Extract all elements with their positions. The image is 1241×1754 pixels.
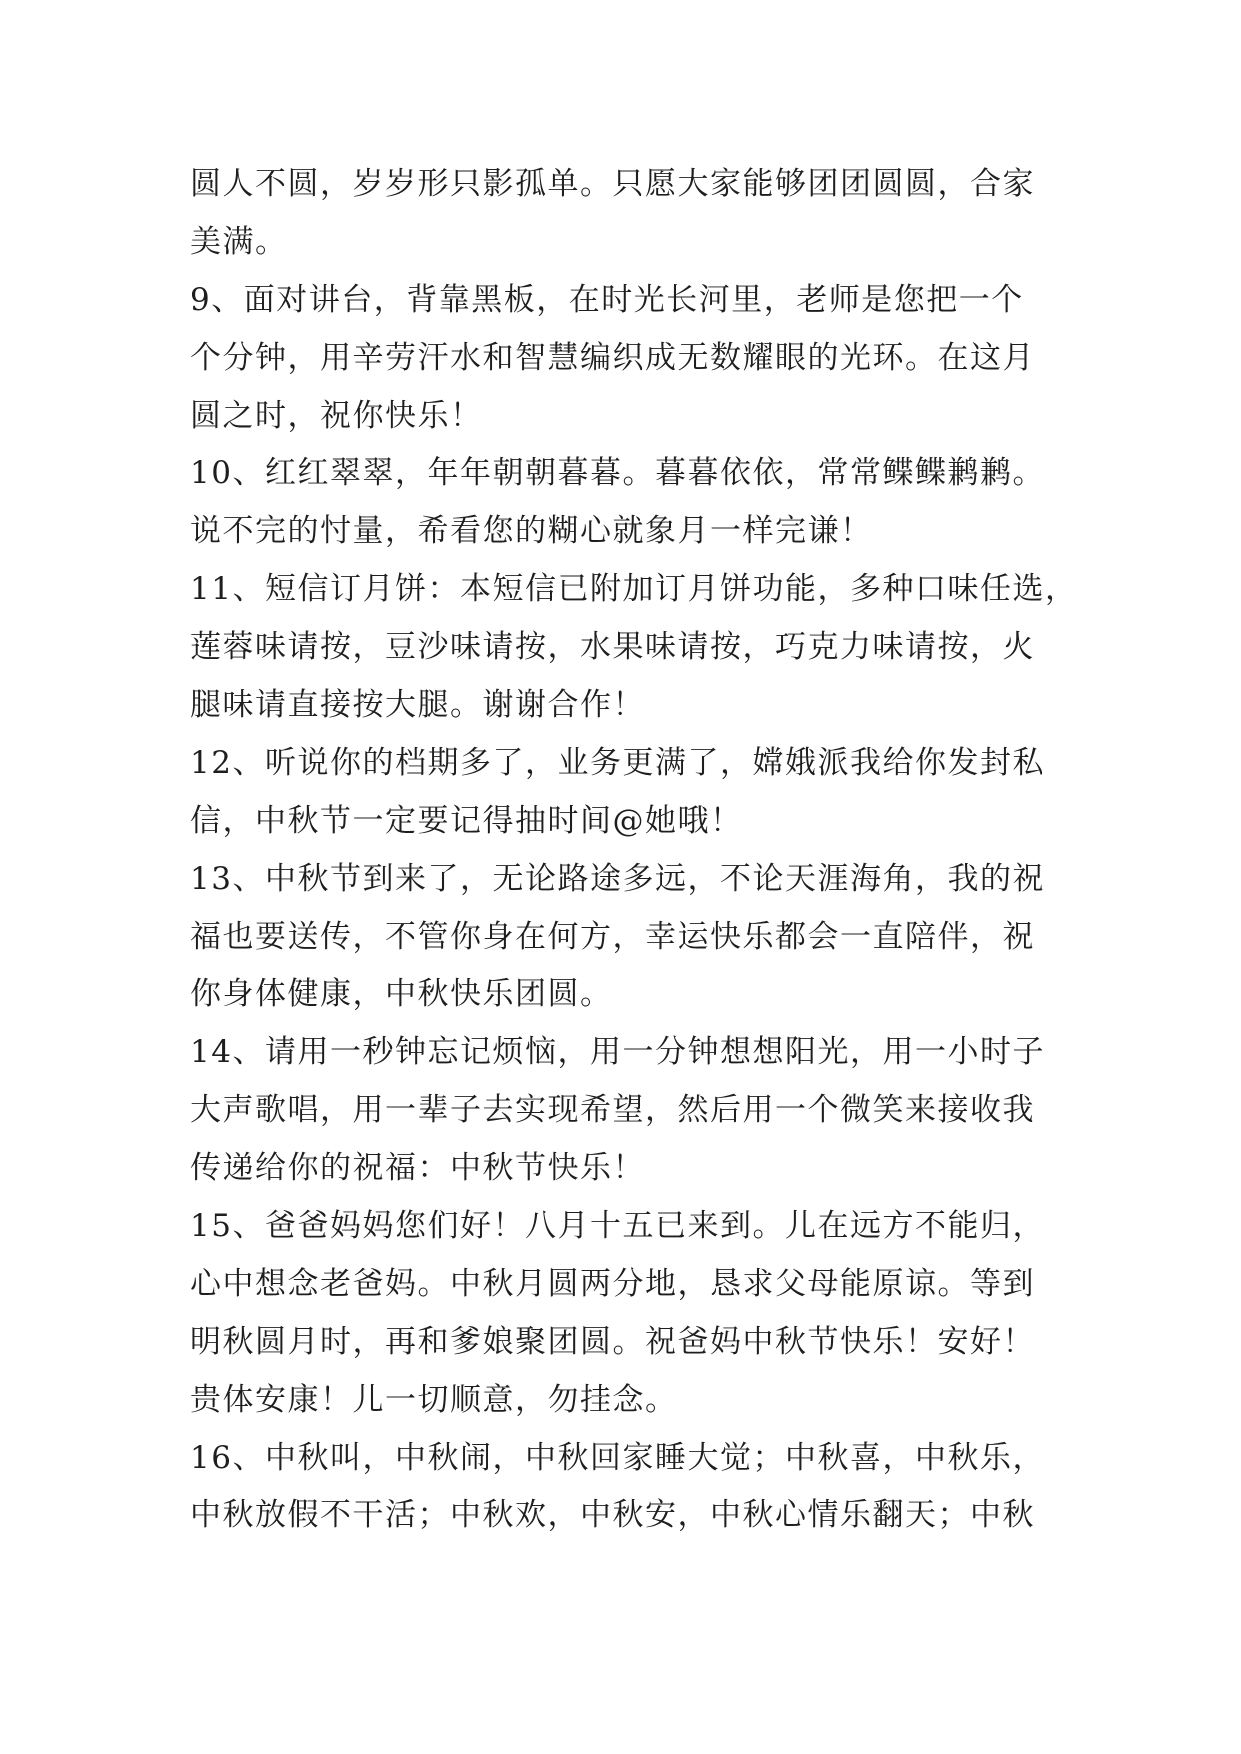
document-body	[190, 156, 1078, 1545]
text-line: 12、听说你的档期多了，业务更满了，嫦娥派我给你发封私	[190, 744, 1045, 781]
text-line: 15、爸爸妈妈您们好！八月十五已来到。儿在远方不能归，	[190, 1208, 1045, 1245]
text-line: 传递给你的祝福：中秋节快乐！	[190, 1150, 645, 1187]
text-line: 福也要送传，不管你身在何方，幸运快乐都会一直陪伴，祝	[190, 918, 1035, 955]
text-line: 莲蓉味请按，豆沙味请按，水果味请按，巧克力味请按，火	[190, 629, 1035, 666]
text-line: 美满。	[190, 223, 288, 260]
text-line: 中秋放假不干活；中秋欢，中秋安，中秋心情乐翻天；中秋	[190, 1497, 1035, 1534]
text-line: 圆之时，祝你快乐！	[190, 397, 483, 434]
text-line: 16、中秋叫，中秋闹，中秋回家睡大觉；中秋喜，中秋乐，	[190, 1439, 1045, 1476]
text-line: 大声歌唱，用一辈子去实现希望，然后用一个微笑来接收我	[190, 1092, 1035, 1129]
text-line: 信，中秋节一定要记得抽时间@她哦！	[190, 802, 743, 839]
text-line: 你身体健康，中秋快乐团圆。	[190, 976, 613, 1013]
text-line: 10、红红翠翠，年年朝朝暮暮。暮暮依依，常常鲽鲽鹣鹣。	[190, 455, 1045, 492]
text-line: 腿味请直接按大腿。谢谢合作！	[190, 687, 645, 724]
text-line: 个分钟，用辛劳汗水和智慧编织成无数耀眼的光环。在这月	[190, 339, 1035, 376]
text-line: 明秋圆月时，再和爹娘聚团圆。祝爸妈中秋节快乐！安好！	[190, 1323, 1035, 1360]
text-line: 9、面对讲台，背靠黑板，在时光长河里，老师是您把一个	[190, 281, 1024, 318]
text-line: 贵体安康！儿一切顺意，勿挂念。	[190, 1381, 678, 1418]
text-line: 14、请用一秒钟忘记烦恼，用一分钟想想阳光，用一小时子	[190, 1034, 1045, 1071]
text-line: 11、短信订月饼：本短信已附加订月饼功能，多种口味任选，	[190, 571, 1078, 608]
text-line: 心中想念老爸妈。中秋月圆两分地，恳求父母能原谅。等到	[190, 1265, 1035, 1302]
text-line: 说不完的忖量，希看您的糊心就象月一样完谦！	[190, 513, 873, 550]
text-line: 13、中秋节到来了，无论路途多远，不论天涯海角，我的祝	[190, 860, 1045, 897]
text-line: 圆人不圆，岁岁形只影孤单。只愿大家能够团团圆圆，合家	[190, 166, 1035, 202]
